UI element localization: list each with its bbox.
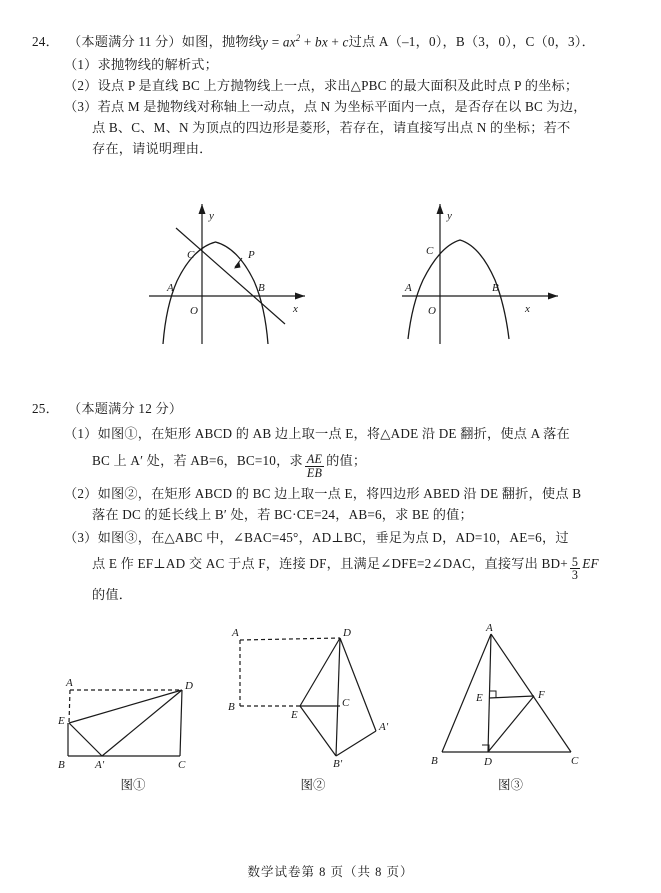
label-A: A (486, 622, 493, 634)
label-y-axis: y (447, 210, 452, 222)
problem-24-header (0, 28, 661, 52)
p25-part-1-line-2-pre: BC 上 A′ 处，若 AB=6，BC=10，求 (92, 453, 303, 468)
label-E: E (58, 715, 65, 727)
fraction-numerator: 5 (571, 554, 579, 569)
p25-part-2-line-2: 落在 DC 的延长线上 B′ 处，若 BC·CE=24，AB=6，求 BE 的值； (92, 506, 473, 522)
label-x-axis: x (293, 303, 298, 315)
label-D: D (185, 680, 193, 692)
part-3-line-1: 若点 M 是抛物线对称轴上一动点，点 N 为坐标平面内一点，是否存在以 BC 为边， (97, 99, 587, 115)
label-D: D (484, 756, 492, 768)
part-2-text: 设点 P 是直线 BC 上方抛物线上一点，求出△PBC 的最大面积及此时点 P 的坐标； (97, 78, 579, 94)
p25-part-3-line-2-post: EF (582, 555, 599, 571)
label-E: E (291, 709, 298, 721)
label-O: O (190, 305, 198, 317)
fraction-five-thirds (570, 556, 580, 582)
label-B: B (228, 701, 235, 713)
problem-25 (0, 398, 661, 605)
label-C: C (178, 759, 186, 770)
problem-25-part-2-line-1 (0, 483, 661, 504)
eq-a: a (282, 34, 290, 50)
figure-1-rectangle-fold (58, 678, 208, 770)
part-3-label: （3） (64, 99, 98, 115)
eq-y: y (262, 34, 269, 50)
problem-24-header-prefix: （本题满分 11 分）如图，抛物线 (68, 34, 263, 50)
label-P: P (248, 249, 255, 261)
label-A: A (167, 282, 174, 294)
eq-equals: = (268, 34, 283, 50)
eq-x2: x (321, 34, 328, 50)
label-B: B (431, 755, 438, 767)
label-y-axis: y (209, 210, 214, 222)
fraction-denominator: 3 (571, 568, 579, 583)
eq-x: x (289, 34, 296, 50)
label-A: A (232, 628, 239, 639)
figure-parabola-plain (398, 196, 583, 344)
problem-25-header (0, 398, 661, 419)
problem-25-part-3-line-1 (0, 527, 661, 548)
figure-2-rectangle-fold (228, 628, 398, 770)
label-A: A (405, 282, 412, 294)
problem-25-part-1-line-1 (0, 423, 661, 444)
eq-plus-c: + (327, 34, 343, 50)
part-3-line-3: 存在，请说明理由． (92, 141, 213, 157)
p25-part-2-label: （2） (64, 485, 98, 501)
figure-1-caption: 图① (120, 778, 146, 792)
problem-24-header-suffix: 过点 A（–1，0），B（3，0），C（0，3）． (348, 34, 595, 50)
label-B: B (258, 282, 265, 294)
part-1-label: （1） (64, 57, 98, 73)
figure-3-caption: 图③ (497, 778, 523, 792)
label-B: B (58, 759, 65, 770)
problem-25-part-3-line-3 (0, 584, 661, 605)
problem-25-part-2-line-2 (0, 504, 661, 525)
problem-25-number: 25． (32, 401, 59, 416)
label-D: D (343, 628, 351, 639)
p25-part-3-line-1: 如图③，在△ABC 中，∠BAC=45°，AD⊥BC，垂足为点 D，AD=10，AE=6，过 (97, 529, 569, 545)
problem-24 (0, 28, 661, 159)
fraction-denominator: EB (306, 465, 323, 480)
problem-24-part-1 (0, 54, 661, 75)
label-B-prime: B′ (333, 758, 343, 770)
label-E: E (476, 692, 483, 704)
label-C: C (187, 249, 195, 261)
fraction-ae-eb (305, 453, 324, 479)
label-A-prime: A′ (95, 759, 105, 770)
problem-24-part-3-line-2 (0, 117, 661, 138)
part-3-line-2: 点 B、C、M、N 为顶点的四边形是菱形，若存在，请直接写出点 N 的坐标；若不 (92, 120, 571, 136)
part-1-text: 求抛物线的解析式； (97, 57, 219, 73)
label-A: A (66, 678, 73, 689)
problem-24-part-3-line-1 (0, 96, 661, 117)
eq-b: b (315, 34, 322, 50)
p25-part-1-label: （1） (64, 426, 98, 441)
fraction-numerator: AE (306, 452, 323, 467)
p25-part-3-label: （3） (64, 529, 98, 545)
figure-3-triangle (428, 622, 593, 772)
p25-part-3-line-3: 的值． (92, 586, 133, 602)
label-B: B (492, 282, 499, 294)
label-O: O (428, 305, 436, 317)
problem-24-number: 24． (32, 34, 59, 50)
page-footer: 数学试卷第 8 页（共 8 页） (247, 865, 414, 879)
problem-25-part-1-line-2 (0, 444, 661, 481)
figure-parabola-with-line (145, 196, 330, 344)
label-C: C (426, 245, 434, 257)
p25-part-3-line-2-pre: 点 E 作 EF⊥AD 交 AC 于点 F，连接 DF，且满足∠DFE=2∠DAC，直接写出 BD+ (92, 555, 568, 571)
p25-part-2-line-1: 如图②，在矩形 ABCD 的 BC 边上取一点 E，将四边形 ABED 沿 DE 翻折，使点 B (97, 485, 582, 501)
label-C: C (342, 697, 350, 709)
eq-exponent: 2 (295, 33, 301, 43)
problem-24-equation (262, 28, 348, 52)
p25-part-1-line-1: 如图①，在矩形 ABCD 的 AB 边上取一点 E，将△ADE 沿 DE 翻折，使点 A 落在 (97, 426, 570, 441)
label-x-axis: x (525, 303, 530, 315)
label-C: C (571, 755, 579, 767)
eq-plus-b: + (300, 34, 316, 50)
p25-part-1-line-2-post: 的值； (326, 453, 367, 468)
part-2-label: （2） (64, 78, 98, 94)
eq-c: c (342, 34, 349, 50)
problem-25-header-text: （本题满分 12 分） (68, 401, 183, 416)
problem-25-part-3-line-2 (0, 548, 661, 584)
figure-2-caption: 图② (300, 778, 326, 792)
label-A-prime: A′ (379, 721, 389, 733)
problem-24-part-2 (0, 75, 661, 96)
problem-24-part-3-line-3 (0, 138, 661, 159)
label-F: F (538, 689, 545, 701)
